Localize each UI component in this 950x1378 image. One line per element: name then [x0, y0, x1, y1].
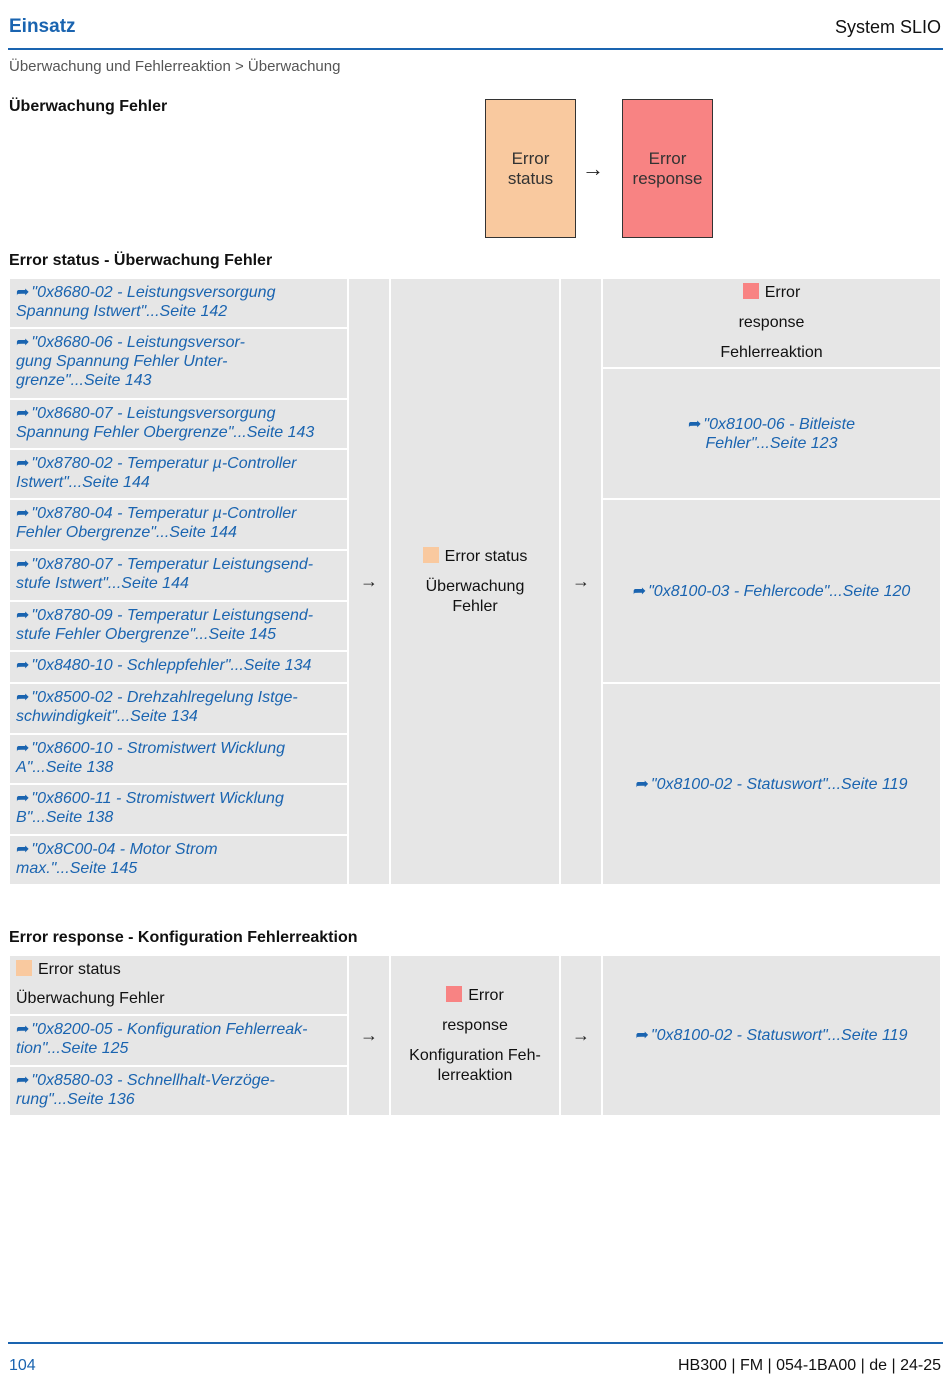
- link-text-line[interactable]: Spannung Istwert"...Seite 142: [16, 303, 228, 320]
- section-title: Überwachung Fehler: [9, 98, 168, 115]
- arrow-right-icon: →: [360, 1025, 378, 1045]
- link-text-line[interactable]: "0x8500-02 - Drehzahlregelung Istge-: [31, 689, 298, 706]
- link-arrow-icon: ➦: [16, 1021, 30, 1038]
- breadcrumb: Überwachung und Fehlerreaktion > Überwachung: [9, 58, 341, 75]
- link-text-line[interactable]: Spannung Fehler Obergrenze"...Seite 143: [16, 424, 315, 441]
- link-text-line[interactable]: "0x8680-02 - Leistungsversorgung: [31, 284, 276, 301]
- arrow-right-icon: →: [572, 1025, 590, 1045]
- table1-middle-sub2: Fehler: [452, 597, 498, 615]
- table1-input-link[interactable]: [10, 785, 347, 834]
- table2-middle-sub1: Konfiguration Feh-: [409, 1046, 541, 1064]
- link-text-line[interactable]: "0x8600-11 - Stromistwert Wicklung: [31, 790, 284, 807]
- table2-middle-label: Error: [468, 986, 504, 1004]
- table1-output-link[interactable]: [603, 500, 940, 682]
- table1-input-link[interactable]: [10, 279, 347, 327]
- link-arrow-icon: ➦: [16, 1072, 30, 1089]
- link-text-line[interactable]: Fehler"...Seite 123: [705, 434, 838, 452]
- link-arrow-icon: ➦: [16, 334, 30, 351]
- table2-left-header-line2: Überwachung Fehler: [16, 990, 165, 1007]
- header-section-title: Einsatz: [9, 16, 76, 37]
- table2-left-header-label: Error status: [38, 961, 121, 978]
- link-text-line[interactable]: "0x8100-02 - Statuswort"...Seite 119: [650, 775, 908, 793]
- table1-input-link[interactable]: [10, 329, 347, 398]
- table1-input-link[interactable]: [10, 551, 347, 600]
- table1-right-header-line2: response: [738, 314, 805, 331]
- header-product-title: System SLIO: [834, 17, 941, 37]
- table1-middle-sub1: Überwachung: [425, 577, 525, 595]
- link-text-line[interactable]: "0x8480-10 - Schleppfehler"...Seite 134: [31, 657, 312, 674]
- table1-input-link[interactable]: [10, 450, 347, 498]
- table1-middle-label: Error status: [444, 547, 528, 565]
- table1-input-link[interactable]: [10, 735, 347, 783]
- diagram-box2-line2: response: [632, 168, 703, 188]
- table1-input-link[interactable]: [10, 602, 347, 650]
- table2-middle-cell: [391, 956, 559, 1115]
- link-arrow-icon: ➦: [16, 790, 30, 807]
- link-arrow-icon: ➦: [635, 775, 649, 793]
- table2-input-link[interactable]: [10, 1016, 347, 1065]
- link-text-line[interactable]: tion"...Seite 125: [16, 1040, 129, 1057]
- link-text-line[interactable]: "0x8780-09 - Temperatur Leistungsend-: [31, 607, 314, 624]
- link-text-line[interactable]: "0x8100-02 - Statuswort"...Seite 119: [650, 1027, 908, 1044]
- table2-arrow-cell-left: [349, 956, 389, 1115]
- error-status-swatch-icon: [423, 547, 439, 563]
- link-arrow-icon: ➦: [688, 415, 702, 433]
- link-text-line[interactable]: stufe Fehler Obergrenze"...Seite 145: [16, 626, 277, 643]
- table1-right-header-cell: [603, 279, 940, 367]
- link-text-line[interactable]: grenze"...Seite 143: [16, 372, 152, 389]
- link-arrow-icon: ➦: [16, 284, 30, 301]
- link-arrow-icon: ➦: [16, 455, 30, 472]
- link-arrow-icon: ➦: [16, 556, 30, 573]
- error-response-swatch-icon: [446, 986, 462, 1002]
- link-arrow-icon: ➦: [16, 841, 30, 858]
- link-text-line[interactable]: A"...Seite 138: [16, 759, 114, 776]
- link-text-line[interactable]: "0x8600-10 - Stromistwert Wicklung: [31, 740, 286, 757]
- link-arrow-icon: ➦: [635, 1027, 649, 1044]
- link-text-line[interactable]: "0x8100-03 - Fehlercode"...Seite 120: [648, 582, 911, 600]
- link-text-line[interactable]: max."...Seite 145: [16, 860, 138, 877]
- link-text-line[interactable]: rung"...Seite 136: [16, 1091, 135, 1108]
- table1-input-link[interactable]: [10, 500, 347, 549]
- document-id: HB300 | FM | 054-1BA00 | de | 24-25: [678, 1357, 941, 1374]
- link-arrow-icon: ➦: [16, 740, 30, 757]
- diagram-error-status-box: [485, 99, 576, 238]
- table1-arrow-cell-left: [349, 279, 389, 884]
- link-arrow-icon: ➦: [632, 582, 647, 600]
- link-text-line[interactable]: Fehler Obergrenze"...Seite 144: [16, 524, 237, 541]
- table1-middle-cell: [391, 279, 559, 884]
- link-text-line[interactable]: "0x8780-04 - Temperatur µ-Controller: [31, 505, 297, 522]
- diagram-box2-line1: Error: [648, 148, 687, 168]
- diagram-error-response-box: [622, 99, 713, 238]
- link-text-line[interactable]: Istwert"...Seite 144: [16, 474, 150, 491]
- link-arrow-icon: ➦: [16, 657, 30, 674]
- table2-input-link[interactable]: [10, 1067, 347, 1115]
- page-number: 104: [9, 1357, 36, 1374]
- table1-output-link[interactable]: [603, 684, 940, 884]
- table2-left-header-cell: [10, 956, 347, 1014]
- link-text-line[interactable]: stufe Istwert"...Seite 144: [16, 575, 189, 592]
- table2-middle-line2: response: [442, 1016, 508, 1034]
- link-text-line[interactable]: "0x8200-05 - Konfiguration Fehlerreak-: [31, 1021, 308, 1038]
- link-text-line[interactable]: "0x8680-06 - Leistungsversor-: [31, 334, 245, 351]
- link-arrow-icon: ➦: [16, 689, 30, 706]
- link-text-line[interactable]: "0x8780-07 - Temperatur Leistungsend-: [31, 556, 314, 573]
- link-text-line[interactable]: schwindigkeit"...Seite 134: [16, 708, 198, 725]
- link-text-line[interactable]: gung Spannung Fehler Unter-: [16, 353, 228, 370]
- table2-arrow-cell-right: [561, 956, 601, 1115]
- link-arrow-icon: ➦: [16, 505, 30, 522]
- table1-input-link[interactable]: [10, 836, 347, 884]
- diagram-box1-line1: Error: [511, 148, 550, 168]
- table2-title: Error response - Konfiguration Fehlerreaktion: [9, 929, 358, 946]
- link-arrow-icon: ➦: [16, 405, 30, 422]
- link-text-line[interactable]: "0x8C00-04 - Motor Strom: [31, 841, 218, 858]
- table2-output-link[interactable]: [603, 956, 940, 1115]
- table1-arrow-cell-right: [561, 279, 601, 884]
- link-text-line[interactable]: "0x8580-03 - Schnellhalt-Verzöge-: [31, 1072, 275, 1089]
- table1-input-link[interactable]: [10, 400, 347, 448]
- arrow-right-icon: →: [360, 571, 378, 591]
- header-rule: [8, 48, 943, 50]
- arrow-right-icon: →: [572, 571, 590, 591]
- table1-output-link[interactable]: [603, 369, 940, 498]
- table1-right-header-line3: Fehlerreaktion: [720, 344, 823, 361]
- table1-input-link[interactable]: [10, 652, 347, 682]
- table2-middle-sub2: lerreaktion: [437, 1066, 513, 1084]
- link-arrow-icon: ➦: [16, 607, 30, 624]
- error-status-swatch-icon: [16, 960, 32, 976]
- diagram-box1-line2: status: [507, 168, 554, 188]
- table1-title: Error status - Überwachung Fehler: [9, 252, 273, 269]
- link-text-line[interactable]: B"...Seite 138: [16, 809, 114, 826]
- footer-rule: [8, 1342, 943, 1344]
- error-response-swatch-icon: [743, 283, 759, 299]
- table1-right-header-label: Error: [764, 284, 801, 301]
- table1-input-link[interactable]: [10, 684, 347, 733]
- diagram-arrow-icon: →: [582, 156, 604, 181]
- link-text-line[interactable]: "0x8100-06 - Bitleiste: [703, 415, 855, 433]
- link-text-line[interactable]: "0x8780-02 - Temperatur µ-Controller: [31, 455, 297, 472]
- link-text-line[interactable]: "0x8680-07 - Leistungsversorgung: [31, 405, 276, 422]
